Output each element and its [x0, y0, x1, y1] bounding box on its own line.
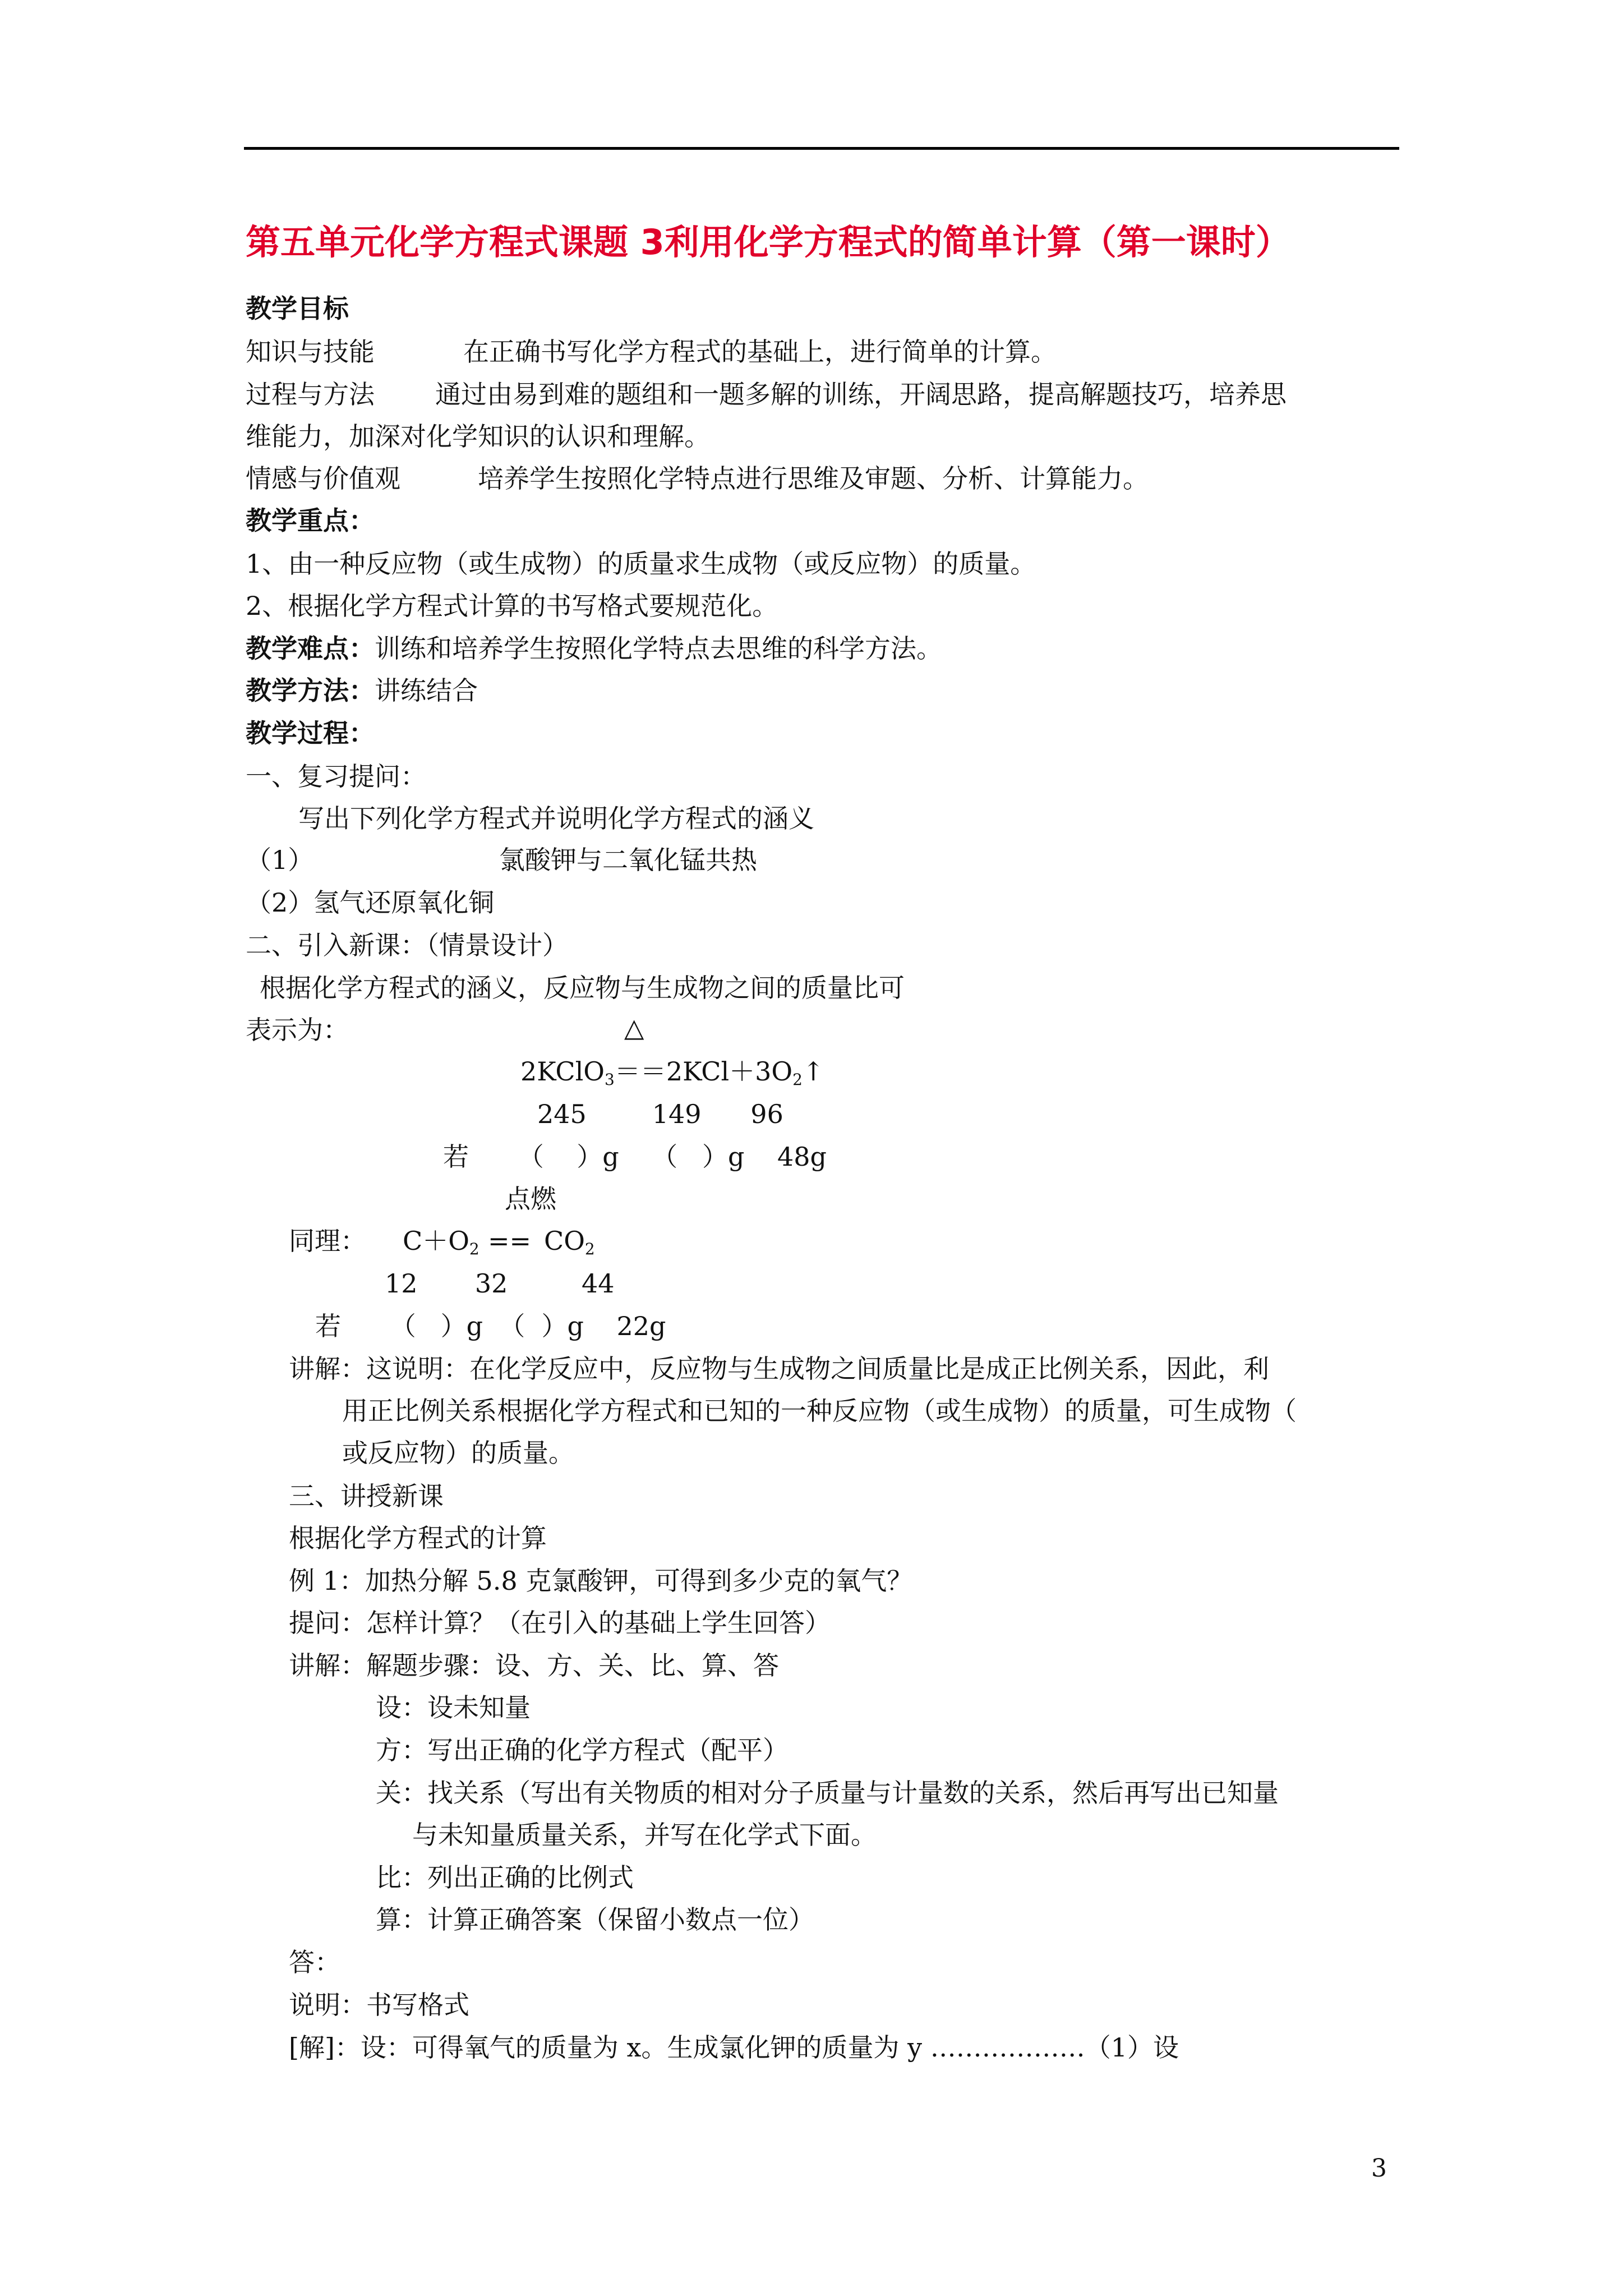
expressed-as: 表示为：: [246, 1015, 349, 1045]
process-text: 通过由易到难的题组和一题多解的训练，开阔思路，提高解题技巧，培养思: [435, 379, 1287, 409]
step-equation: 方：写出正确的化学方程式（配平）: [376, 1735, 789, 1765]
review-q1-number: （1）: [246, 845, 314, 875]
header-rule: [244, 147, 1399, 150]
knowledge-text: 在正确书写化学方程式的基础上，进行简单的计算。: [463, 337, 1057, 367]
page-title: 第五单元化学方程式课题 3利用化学方程式的简单计算（第一课时）: [246, 222, 1290, 263]
difficulty-label: 教学难点：: [246, 633, 375, 664]
teach-heading: 三、讲授新课: [289, 1481, 444, 1511]
ignite-condition: 点燃: [505, 1184, 556, 1214]
method-label: 教学方法：: [246, 675, 375, 706]
step-relation-cont: 与未知量质量关系，并写在化学式下面。: [412, 1820, 877, 1850]
review-q1-text: 氯酸钾与二氧化锰共热: [499, 845, 757, 875]
review-intro: 写出下列化学方程式并说明化学方程式的涵义: [298, 803, 814, 834]
step-ratio: 比：列出正确的比例式: [376, 1862, 634, 1893]
equation-kclo3-masses: 245 149 96: [537, 1099, 783, 1129]
keypoint-1: 1、由一种反应物（或生成物）的质量求生成物（或反应物）的质量。: [246, 549, 1036, 579]
same-reason-label: 同理：: [289, 1226, 366, 1256]
solution-line: [解]：设：可得氧气的质量为 x。生成氯化钾的质量为 y ………………（1）设: [289, 2032, 1179, 2063]
explain-line-2: 用正比例关系根据化学方程式和已知的一种反应物（或生成物）的质量，可生成物（: [342, 1396, 1297, 1426]
teach-subheading: 根据化学方程式的计算: [289, 1523, 547, 1553]
teacher-question: 提问：怎样计算？（在引入的基础上学生回答）: [289, 1608, 831, 1638]
method-text: 讲练结合: [375, 675, 478, 706]
format-note: 说明：书写格式: [289, 1990, 469, 2020]
equation-kclo3-if: 若 （ ）g （ ）g 48g: [443, 1142, 827, 1172]
process-text-cont: 维能力，加深对化学知识的认识和理解。: [246, 421, 710, 452]
heat-triangle-icon: △: [624, 1013, 644, 1043]
keypoints-heading: 教学重点：: [246, 505, 375, 536]
emotion-label: 情感与价值观: [246, 463, 400, 494]
keypoint-2: 2、根据化学方程式计算的书写格式要规范化。: [246, 591, 778, 621]
process-label: 过程与方法: [246, 379, 375, 409]
review-q2: （2）氢气还原氧化铜: [246, 887, 495, 918]
newlesson-heading: 二、引入新课：（情景设计）: [246, 930, 568, 960]
equation-co2-left: $C+O_2$: [403, 1226, 479, 1258]
page-number: 3: [1371, 2154, 1387, 2183]
review-heading: 一、复习提问：: [246, 761, 426, 792]
example-1: 例 1：加热分解 5.8 克氯酸钾，可得到多少克的氧气？: [289, 1566, 913, 1596]
step-relation: 关：找关系（写出有关物质的相对分子质量与计量数的关系，然后再写出已知量: [376, 1778, 1279, 1808]
gas-arrow-icon: ↑: [802, 1056, 824, 1087]
newlesson-intro: 根据化学方程式的涵义，反应物与生成物之间的质量比可: [260, 973, 905, 1003]
explain-line-3: 或反应物）的质量。: [342, 1438, 574, 1468]
objectives-heading: 教学目标: [246, 293, 349, 324]
answer-label: 答：: [289, 1947, 340, 1977]
equation-co2-if: 若 （ ）g （ ）g 22g: [315, 1311, 666, 1341]
solution-steps: 讲解：解题步骤：设、方、关、比、算、答: [289, 1650, 779, 1681]
step-calculate: 算：计算正确答案（保留小数点一位）: [376, 1904, 814, 1935]
knowledge-label: 知识与技能: [246, 337, 375, 367]
difficulty-text: 训练和培养学生按照化学特点去思维的科学方法。: [375, 633, 942, 664]
process-heading: 教学过程：: [246, 718, 375, 748]
step-set: 设：设未知量: [376, 1692, 531, 1723]
equation-co2-right: $CO_2$: [544, 1226, 595, 1258]
equation-co2-masses: 12 32 44: [385, 1268, 615, 1299]
equation-co2-equals: ==: [488, 1226, 532, 1256]
emotion-text: 培养学生按照化学特点进行思维及审题、分析、计算能力。: [478, 463, 1149, 494]
equation-kclo3: $2KClO_3==2KCl+3O_2↑$: [520, 1056, 824, 1089]
explain-line-1: 讲解：这说明：在化学反应中，反应物与生成物之间质量比是成正比例关系，因此，利: [289, 1354, 1269, 1384]
